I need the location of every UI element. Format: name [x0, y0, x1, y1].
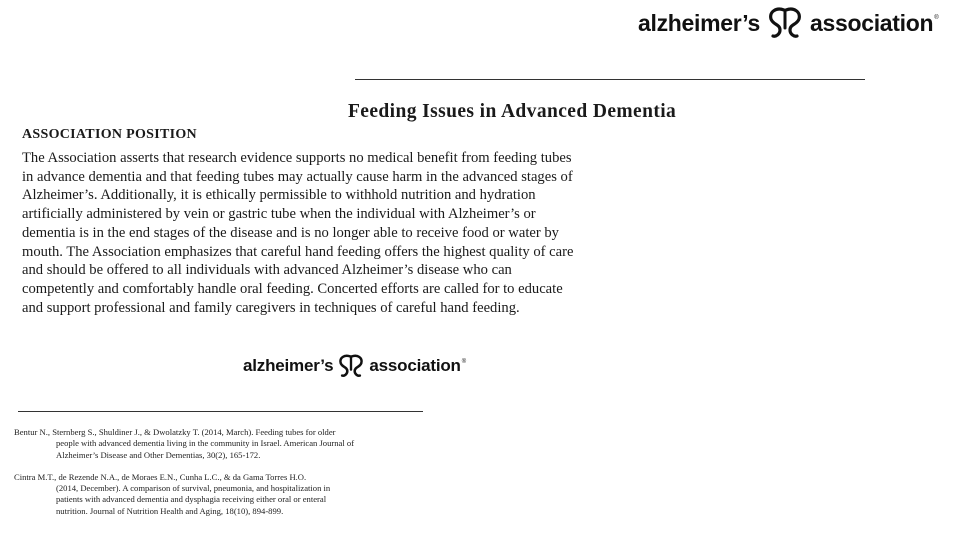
- logo-text-alzheimers: alzheimer’s: [638, 9, 760, 36]
- paragraph-line: mouth. The Association emphasizes that careful hand feeding offers the highest quality of care: [22, 243, 574, 260]
- reference-line: patients with advanced dementia and dysphagia receiving either oral or enteral: [56, 494, 327, 505]
- document-title: Feeding Issues in Advanced Dementia: [348, 101, 677, 122]
- paragraph-line: and support professional and family caregivers in techniques of careful hand feeding.: [22, 299, 520, 316]
- purple-brain-icon: [766, 6, 804, 40]
- logo-text-association: association: [810, 9, 934, 36]
- reference-line: nutrition. Journal of Nutrition Health and Aging, 18(10), 894-899.: [56, 505, 284, 516]
- reference-line: people with advanced dementia living in the community in Israel. American Journal of: [56, 438, 355, 449]
- paragraph-line: artificially administered by vein or gastric tube when the individual with Alzheimer’s or: [22, 206, 536, 223]
- section-heading: ASSOCIATION POSITION: [22, 127, 197, 142]
- reference-line: (2014, December). A comparison of survival, pneumonia, and hospitalization in: [56, 483, 331, 494]
- reference-entry: [14, 472, 434, 517]
- paragraph-line: Alzheimer’s. Additionally, it is ethically permissible to withhold nutrition and hydration: [22, 187, 536, 204]
- alzheimers-association-logo: [638, 6, 938, 40]
- reference-line: Bentur N., Sternberg S., Shuldiner J., & Dwolatzky T. (2014, March). Feeding tubes for older: [14, 427, 336, 437]
- references-list: [14, 427, 434, 528]
- logo-text-association: association: [369, 356, 461, 375]
- paragraph-line: in advance dementia and that feeding tubes may actually cause harm in the advanced stages of: [22, 168, 573, 185]
- alzheimers-association-logo-inline: [243, 352, 466, 380]
- reference-entry: [14, 427, 434, 461]
- title-rule: [355, 79, 865, 80]
- references-rule: [18, 411, 423, 412]
- reference-line: Cintra M.T., de Rezende N.A., de Moraes E.N., Cunha L.C., & da Gama Torres H.O.: [14, 471, 307, 482]
- paragraph-line: dementia is in the end stages of the disease and is no longer able to receive food or water by: [22, 224, 559, 241]
- paragraph-line: and should be offered to all individuals with advanced Alzheimer’s disease who can: [22, 262, 512, 279]
- registered-mark: ®: [934, 15, 939, 21]
- association-position-paragraph: [22, 149, 672, 317]
- paragraph-line: competently and comfortably handle oral feeding. Concerted efforts are called for to educate: [22, 280, 563, 297]
- registered-mark: ®: [461, 359, 466, 365]
- logo-text-alzheimers: alzheimer’s: [243, 356, 334, 375]
- paragraph-line: The Association asserts that research evidence supports no medical benefit from feeding tubes: [22, 150, 572, 166]
- purple-brain-icon: [337, 353, 365, 379]
- reference-line: Alzheimer’s Disease and Other Dementias, 30(2), 165-172.: [56, 449, 261, 460]
